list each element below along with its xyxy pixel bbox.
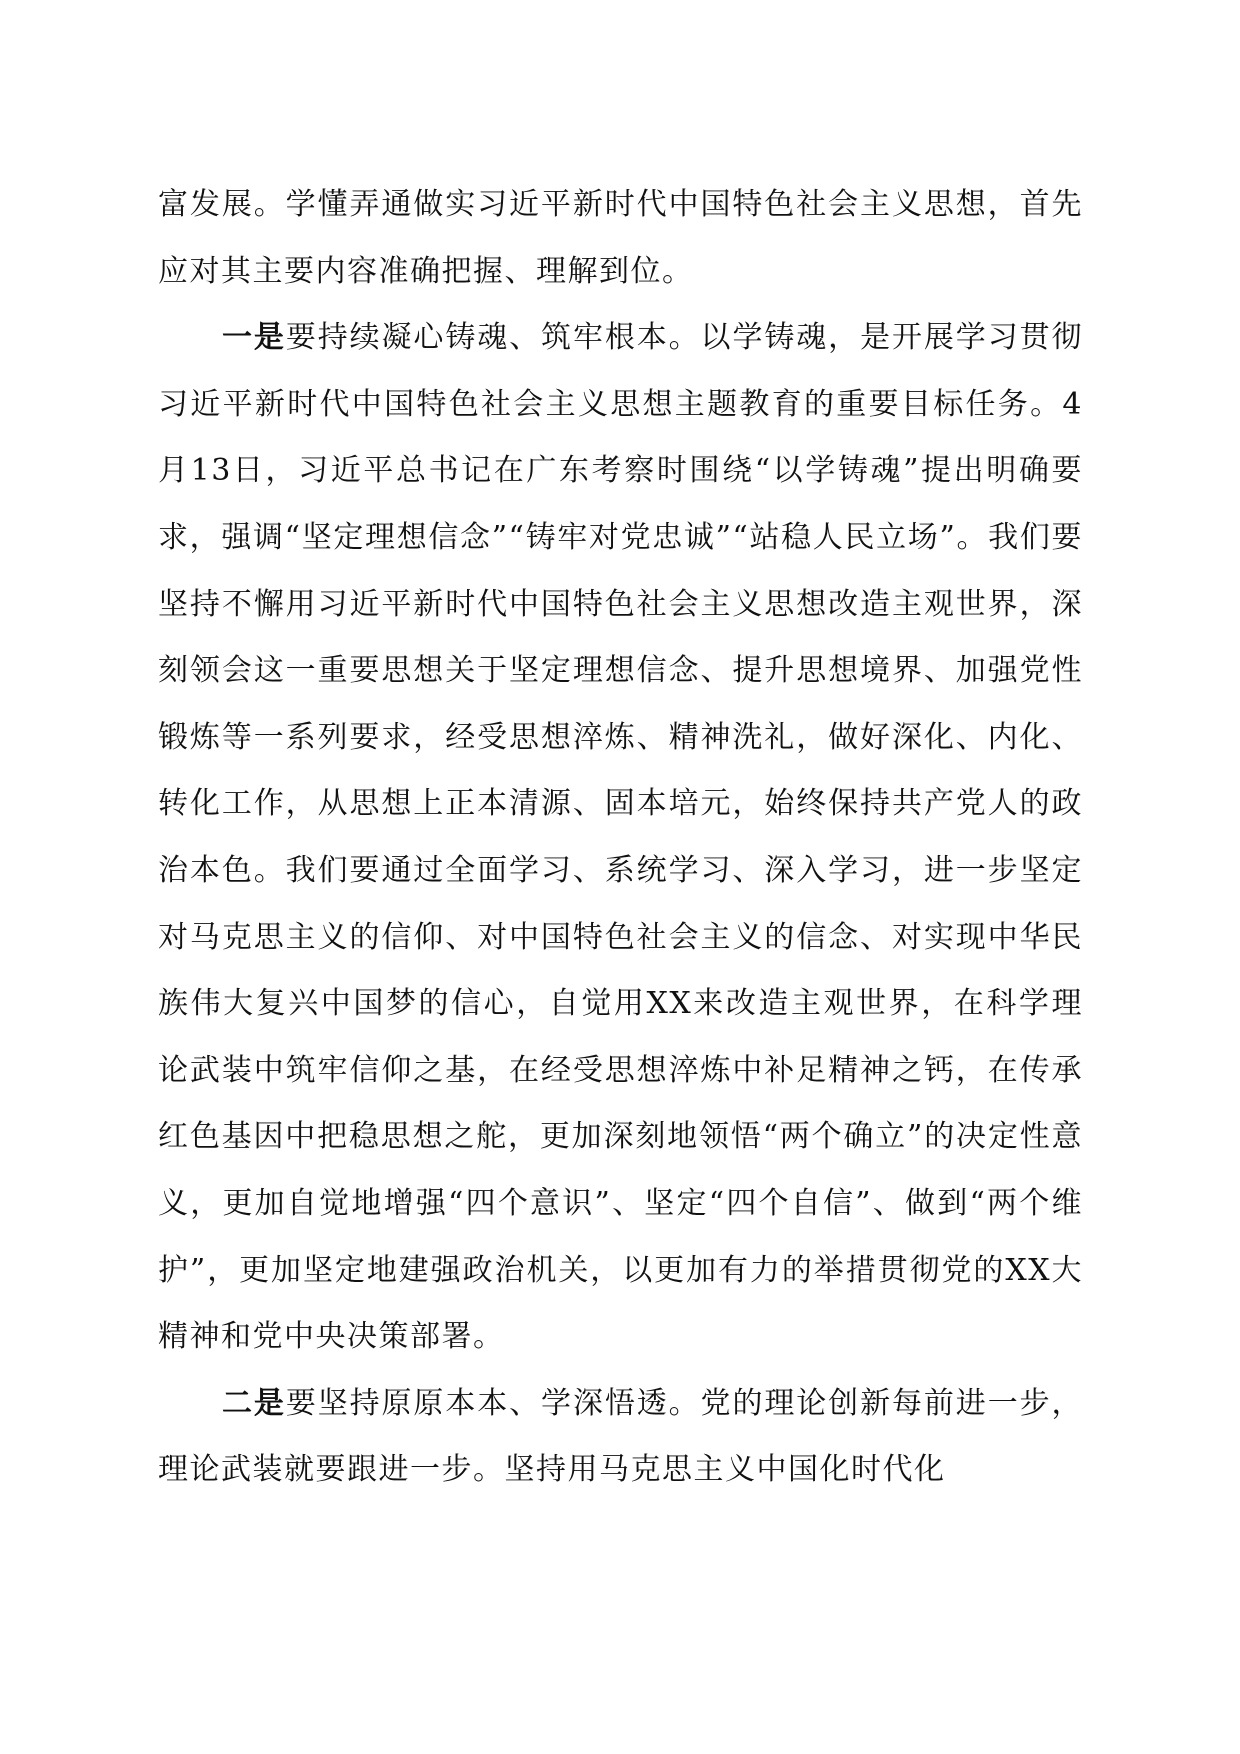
paragraph-point-one xyxy=(158,305,1083,1371)
paragraph-continuation xyxy=(158,172,1083,305)
paragraph-lead: 一是 xyxy=(222,320,286,356)
paragraph-lead: 二是 xyxy=(222,1385,286,1421)
paragraph-point-two xyxy=(158,1371,1083,1504)
paragraph-text: 富发展。学懂弄通做实习近平新时代中国特色社会主义思想，首先应对其主要内容准确把握、理解到位。 xyxy=(158,187,1083,289)
paragraph-text: 要持续凝心铸魂、筑牢根本。以学铸魂，是开展学习贯彻习近平新时代中国特色社会主义思想主题教育的重要目标任务。4月13日，习近平总书记在广东考察时围绕“以学铸魂”提出明确要求，强调“坚定理想信念”“铸牢对党忠诚”“站稳人民立场”。我们要坚持不懈用习近平新时代中国特色社会主义思想改造主观世界，深刻领会这一重要思想关于坚定理想信念、提升思想境界、加强党性锻炼等一系列要求，经受思想淬炼、精神洗礼，做好深化、内化、转化工作，从思想上正本清源、固本培元，始终保持共产党人的政治本色。我们要通过全面学习、系统学习、深入学习，进一步坚定对马克思主义的信仰、对中国特色社会主义的信念、对实现中华民族伟大复兴中国梦的信心，自觉用XX来改造主观世界，在科学理论武装中筑牢信仰之基，在经受思想淬炼中补足精神之钙，在传承红色基因中把稳思想之舵，更加深刻地领悟“两个确立”的决定性意义，更加自觉地增强“四个意识”、坚定“四个自信”、做到“两个维护”，更加坚定地建强政治机关，以更加有力的举措贯彻党的XX大精神和党中央决策部署。 xyxy=(158,320,1084,1355)
paragraph-text: 要坚持原原本本、学深悟透。党的理论创新每前进一步，理论武装就要跟进一步。坚持用马克思主义中国化时代化 xyxy=(158,1385,1084,1488)
body-text xyxy=(158,172,1083,1504)
